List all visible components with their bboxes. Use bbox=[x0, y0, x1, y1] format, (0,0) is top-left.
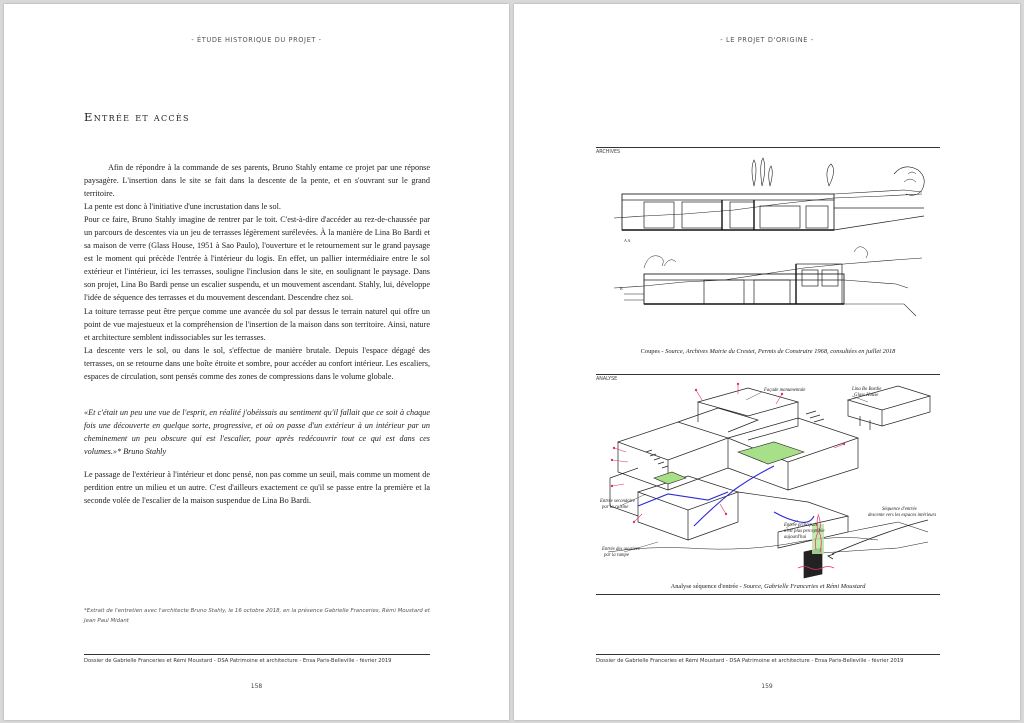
archives-caption bbox=[596, 348, 940, 355]
small-pool bbox=[654, 472, 686, 484]
annotation-entree-secondaire-1: Entrée secondaire bbox=[600, 499, 635, 504]
caption-title: Analyse séquence d'entrée - bbox=[670, 583, 744, 590]
upper-section-drawing bbox=[614, 158, 924, 243]
main-pool bbox=[738, 442, 804, 464]
blue-path-cuisine bbox=[638, 492, 728, 506]
footer-text: Dossier de Gabrielle Franceries et Rémi Moustard - DSA Patrimoine et architecture - Ensa Paris-Belleville - février 2019 bbox=[84, 658, 392, 664]
annotation-lina: Lina Bo Bardie bbox=[852, 387, 882, 392]
lower-section-drawing bbox=[614, 247, 922, 316]
analyse-divider bbox=[596, 374, 940, 375]
page-number: 159 bbox=[761, 683, 773, 690]
annotation-sequence-1: Séquence d'entrée bbox=[882, 507, 917, 512]
svg-text:A A: A A bbox=[624, 238, 631, 243]
left-page bbox=[4, 4, 509, 720]
blue-path-ouvriers bbox=[694, 466, 774, 526]
axonometric-drawing bbox=[608, 386, 930, 578]
paragraph: Afin de répondre à la commande de ses parents, Bruno Stahly entame ce projet par une réponse paysagère. L'insertion dans le site se fait dans la descente de la pente, et en s'ouvrant sur le grand territoire. bbox=[84, 163, 430, 199]
body-text bbox=[84, 161, 430, 383]
annotation-glass: Glass House bbox=[854, 393, 879, 398]
page-number: 158 bbox=[250, 683, 263, 690]
archives-divider bbox=[596, 147, 940, 148]
annotation-entree-principale-2: n'est plus perceptible bbox=[784, 529, 825, 534]
interview-quote: «Et c'était un peu une vue de l'esprit, en réalité j'obéissais au sentiment qu'il fallait que ce soit à chaque fois une découverte en quelque sorte, progressive, et où on passe d'un extérieur à un intérieur par un cheminement un peu obscure qui est l'escalier, pour après redécouvrir tout ce qui est dans ces volumes.»* Bruno Stahly bbox=[84, 408, 430, 457]
axonometric-analysis bbox=[598, 382, 938, 580]
caption-source: Source, Archives Mairie du Crestet, Permis de Construire 1968, consultées en juillet 2018 bbox=[665, 348, 896, 355]
annotation-sequence-2: descente vers les espaces intérieurs bbox=[868, 513, 937, 518]
caption-title: Coupes - bbox=[640, 348, 666, 355]
footer-divider bbox=[596, 654, 940, 655]
analyse-caption bbox=[596, 583, 940, 590]
footer-divider bbox=[84, 654, 430, 655]
annotation-entree-principale-3: aujourd'hui bbox=[784, 535, 807, 540]
paragraph: Pour ce faire, Bruno Stahly imagine de rentrer par le toit. C'est-à-dire d'accéder au rez-de-chaussée par un parcours de descentes via un jeu de terrasses légèrement surélevées. À la manière de Lina Bo Bardi et sa maison de verre (Glass House, 1951 à Sao Paulo), l'ouverture et le retournement sur le grand paysage est le moment qui précède l'entrée à l'intérieur du logis. En effet, un pallier intermédiaire entre le sol extérieur et l'intérieur, ici les terrasses, souligne l'inclusion dans le site, en soulignant le paysage. Dans son projet, Lina Bo Bardi pense un escalier suspendu, et un mouvement ascendant. Stahly, lui, développe l'idée de séquence des terrasses et du mouvement descendant. Descendre chez soi. bbox=[84, 215, 430, 303]
paragraph: La toiture terrasse peut être perçue comme une avancée du sol par dessus le terrain naturel qui offre un point de vue majestueux et la compréhension de l'insertion de la maison dans son territoire. Ainsi, nature et architecture semblent indissociables sur les terrasses. bbox=[84, 306, 430, 342]
paragraph: La descente vers le sol, ou dans le sol, s'effectue de manière brutale. Depuis l'espace dégagé des terrasses, on se retourne dans une boîte étroite et sombre, pour accéder au confort intérieur. Les escaliers, espaces de circulation, sont pensés comme des zones de compressions dans le volume globale. bbox=[84, 345, 430, 381]
section-title: Entrée et accès bbox=[84, 110, 190, 124]
svg-text:B: B bbox=[620, 286, 623, 291]
footnote: *Extrait de l'entretien avec l'architecte Bruno Stahly, le 16 octobre 2018, en la présence Gabrielle Franceries, Rémi Moustard et Jean Paul Midant bbox=[84, 608, 430, 624]
blue-path-principale bbox=[774, 512, 814, 522]
analyse-label: ANALYSE bbox=[596, 377, 618, 382]
annotation-entree-secondaire-2: par la cuisine bbox=[602, 505, 629, 510]
paragraph: La pente est donc à l'initiative d'une incrustation dans le sol. bbox=[84, 202, 281, 212]
archives-label: ARCHIVES bbox=[596, 150, 621, 155]
annotation-facade: Façade monumentale bbox=[764, 388, 806, 393]
right-page bbox=[514, 4, 1020, 720]
annotation-entree-ouvriers-2: par la rampe bbox=[604, 553, 630, 558]
caption-source: Source, Gabrielle Franceries et Rémi Moustard bbox=[743, 583, 866, 590]
running-head: - ÉTUDE HISTORIQUE DU PROJET - bbox=[191, 36, 322, 44]
section-drawings bbox=[604, 156, 936, 344]
analyse-bottom-divider bbox=[596, 594, 940, 595]
footer-text: Dossier de Gabrielle Franceries et Rémi Moustard - DSA Patrimoine et architecture - Ensa Paris-Belleville - février 2019 bbox=[596, 658, 904, 664]
annotation-entree-ouvriers-1: Entrée des ouvriers bbox=[602, 547, 640, 552]
closing-paragraph: Le passage de l'extérieur à l'intérieur et donc pensé, non pas comme un seuil, mais comme un moment de perdition entre un milieu et un autre. C'est d'ailleurs exactement ce qu'il se passe entre la première et la seconde volée de l'escalier de la maison suspendue de Lina Bo Bardi. bbox=[84, 470, 430, 506]
annotation-entree-principale-1: Entrée principale bbox=[784, 523, 818, 528]
running-head: - LE PROJET D'ORIGINE - bbox=[720, 36, 814, 44]
